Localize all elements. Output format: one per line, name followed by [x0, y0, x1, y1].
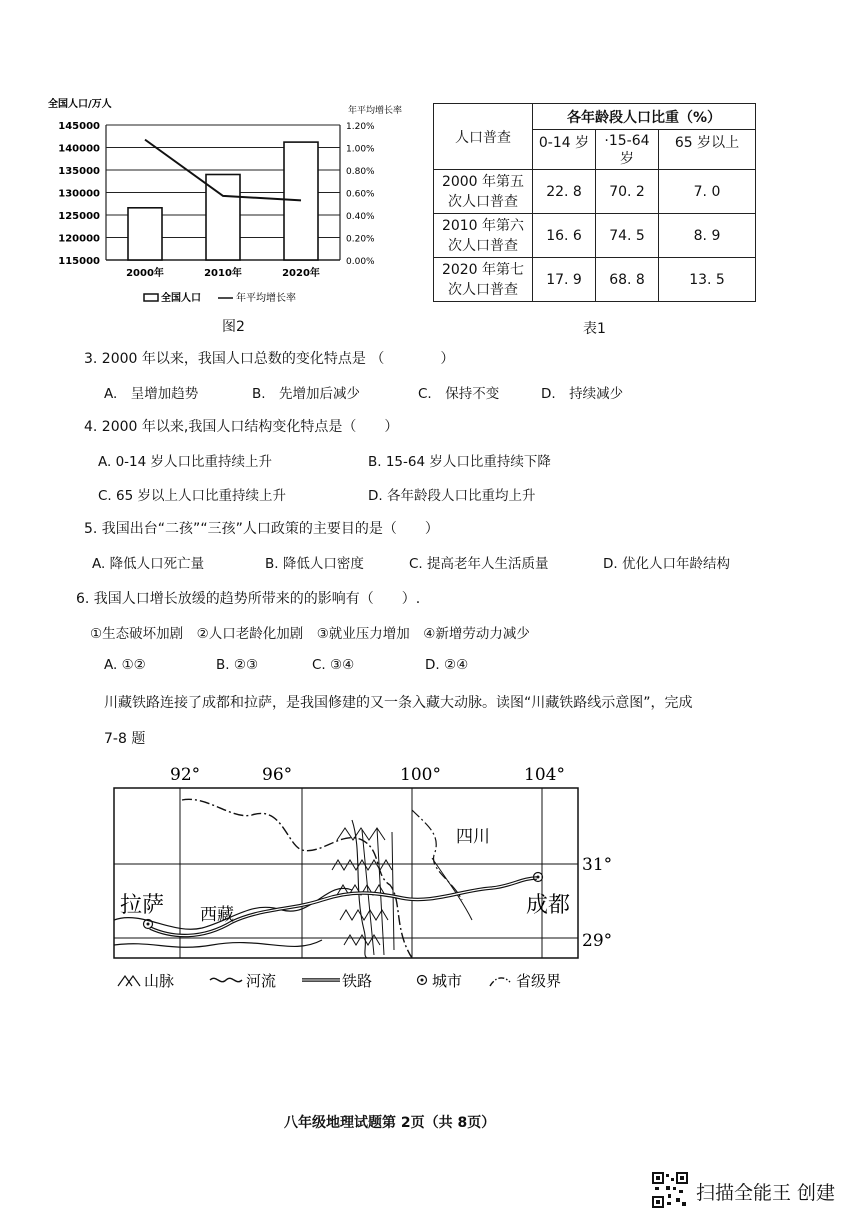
table-caption: 表1	[583, 321, 606, 337]
q3-option-a: A. 呈增加趋势	[104, 386, 199, 402]
graticule	[114, 788, 578, 958]
label-sichuan: 四川	[456, 827, 490, 847]
qr-code-icon	[652, 1172, 688, 1208]
y-tick-label: 125000	[58, 211, 100, 222]
x-tick-label: 2020年	[282, 268, 320, 279]
table-row: 2010 年第六 次人口普查 16. 6 74. 5 8. 9	[434, 214, 756, 258]
provincial-border	[182, 799, 412, 958]
y-tick-label: 120000	[58, 233, 100, 245]
lon-label-96: 96°	[262, 765, 293, 785]
x-tick-label: 2000年	[126, 268, 164, 279]
q4-option-d: D. 各年龄段人口比重均上升	[368, 488, 536, 504]
q6-option-b: B. ②③	[216, 657, 259, 673]
legend-railway: 铁路	[342, 972, 373, 990]
q6-option-a: A. ①②	[104, 657, 146, 673]
y-right-tick-label: 0.60%	[346, 189, 375, 200]
y-right-tick-label: 1.20%	[346, 122, 375, 132]
subheader-0-14: 0-14 岁	[533, 130, 596, 170]
legend-border: 省级界	[516, 972, 562, 990]
header-census: 人口普查	[434, 104, 533, 170]
river	[114, 940, 322, 947]
y-right-tick-label: 0.40%	[346, 212, 375, 222]
y-left-axis-label: 全国人口/万人	[48, 99, 112, 110]
y-right-tick-label: 0.20%	[346, 234, 375, 245]
q4-option-b: B. 15-64 岁人口比重持续下降	[368, 454, 551, 470]
q5-option-b: B. 降低人口密度	[265, 556, 364, 572]
border-legend-icon	[490, 978, 510, 986]
header-age-groups: 各年龄段人口比重（%）	[533, 104, 756, 130]
subheader-15-64: ·15-64 岁	[596, 130, 659, 170]
table-row: 2000 年第五 次人口普查 22. 8 70. 2 7. 0	[434, 170, 756, 214]
question-4: 4. 2000 年以来,我国人口结构变化特点是（ ）	[84, 419, 399, 435]
y-right-tick-label: 0.80%	[346, 167, 375, 177]
lat-label-29: 29°	[582, 931, 613, 951]
legend-line-label: 年平均增长率	[236, 293, 296, 304]
q3-option-b: B. 先增加后减少	[252, 386, 361, 402]
q4-option-c: C. 65 岁以上人口比重持续上升	[98, 488, 286, 504]
x-tick-label: 2010年	[204, 268, 242, 279]
legend-bar-label: 全国人口	[161, 293, 201, 304]
legend-bar-swatch	[144, 294, 158, 301]
lon-label-100: 100°	[400, 765, 441, 785]
q6-option-d: D. ②④	[425, 657, 469, 673]
q5-option-a: A. 降低人口死亡量	[92, 556, 205, 572]
y-right-axis-label: 年平均增长率	[348, 106, 403, 116]
y-tick-label: 140000	[58, 143, 100, 155]
q5-option-c: C. 提高老年人生活质量	[409, 556, 549, 572]
mountain-legend-icon	[118, 976, 140, 986]
q6-statements: ①生态破坏加剧 ②人口老龄化加剧 ③就业压力增加 ④新增劳动力减少	[90, 626, 530, 642]
q6-option-c: C. ③④	[312, 657, 355, 673]
question-6: 6. 我国人口增长放缓的趋势所带来的的影响有（ ）.	[76, 591, 421, 607]
legend-river: 河流	[246, 972, 277, 990]
intro-7-8-cont: 7-8 题	[104, 731, 146, 747]
y-tick-label: 130000	[58, 188, 100, 200]
sichuan-tibet-railway-map	[112, 760, 613, 996]
y-tick-label: 145000	[58, 121, 100, 132]
question-5: 5. 我国出台“二孩”“三孩”人口政策的主要目的是（ ）	[84, 521, 439, 537]
label-tibet: 西藏	[200, 905, 234, 925]
y-right-tick-label: 1.00%	[346, 144, 375, 155]
provincial-border	[412, 810, 462, 900]
age-structure-table	[433, 103, 756, 302]
table-row: 2020 年第七 次人口普查 17. 9 68. 8 13. 5	[434, 258, 756, 302]
population-chart	[40, 95, 420, 335]
y-tick-label: 135000	[58, 166, 100, 177]
q5-option-d: D. 优化人口年龄结构	[603, 556, 730, 572]
q3-option-d: D. 持续减少	[541, 386, 624, 402]
figure-caption: 图2	[222, 319, 245, 335]
lon-label-104: 104°	[524, 765, 565, 785]
lon-label-92: 92°	[170, 765, 201, 785]
map-frame	[114, 788, 578, 958]
label-chengdu: 成都	[526, 893, 571, 918]
subheader-65-plus: 65 岁以上	[659, 130, 756, 170]
q3-option-c: C. 保持不变	[418, 386, 500, 402]
legend-mountain: 山脉	[144, 972, 175, 990]
city-legend-icon	[418, 976, 427, 985]
legend-city: 城市	[432, 972, 463, 990]
lat-label-31: 31°	[582, 855, 613, 875]
y-tick-label: 115000	[58, 256, 100, 267]
intro-7-8: 川藏铁路连接了成都和拉萨，是我国修建的又一条入藏大动脉。读图“川藏铁路线示意图”，完成	[104, 695, 693, 711]
label-lhasa: 拉萨	[120, 893, 165, 918]
river	[432, 858, 472, 920]
population-bar	[284, 142, 318, 260]
page-footer: 八年级地理试题第 2页（共 8页）	[284, 1115, 496, 1131]
population-bar	[128, 208, 162, 260]
river-legend-icon	[210, 978, 242, 981]
y-right-tick-label: 0.00%	[346, 257, 375, 267]
scanner-watermark: 扫描全能王 创建	[696, 1182, 836, 1204]
q4-option-a: A. 0-14 岁人口比重持续上升	[98, 454, 273, 470]
question-3: 3. 2000 年以来，我国人口总数的变化特点是 （ ）	[84, 351, 455, 367]
